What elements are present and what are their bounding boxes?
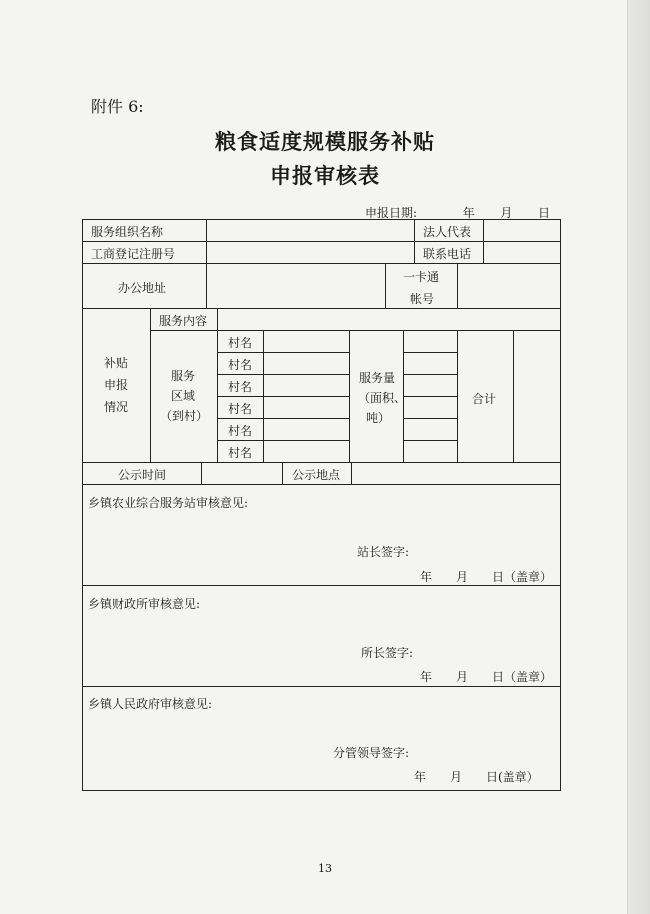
card-label-line1: 一卡通 [403, 270, 440, 284]
total-label: 合计 [472, 392, 497, 406]
publicity-place-label: 公示地点 [292, 468, 341, 482]
service-content-field[interactable] [219, 310, 559, 329]
service-content-label: 服务内容 [159, 314, 208, 328]
legal-rep-label: 法人代表 [423, 225, 472, 239]
publicity-time-field[interactable] [203, 464, 281, 483]
legal-rep-field[interactable] [485, 221, 559, 240]
subsidy-label-2: 申报 [104, 378, 129, 392]
village-label: 村名 [228, 358, 253, 372]
service-amount-label-2: （面积、 [358, 391, 407, 405]
title-line-2: 申报审核表 [270, 163, 380, 188]
report-date-day: 日 [538, 206, 551, 220]
service-amount-label-1: 服务量 [359, 371, 396, 385]
village-label: 村名 [228, 446, 253, 460]
card-label-line2: 帐号 [410, 292, 435, 306]
government-date-label: 年 月 日(盖章） [414, 770, 539, 784]
office-addr-field[interactable] [208, 265, 384, 307]
report-date-month: 月 [500, 206, 513, 220]
village-label: 村名 [228, 380, 253, 394]
service-org-label: 服务组织名称 [91, 225, 164, 239]
service-org-field[interactable] [208, 221, 413, 240]
business-reg-label: 工商登记注册号 [91, 247, 176, 261]
publicity-time-label: 公示时间 [118, 468, 167, 482]
service-area-label-3: （到村） [160, 409, 209, 423]
page-number: 13 [318, 862, 332, 875]
service-amount-label-3: 吨） [366, 411, 391, 425]
contact-phone-label: 联系电话 [423, 247, 472, 261]
station-signer-label: 站长签字: [357, 545, 410, 559]
publicity-place-field[interactable] [353, 464, 559, 483]
government-opinion-label: 乡镇人民政府审核意见: [88, 697, 213, 711]
attachment-label: 附件 6: [91, 97, 144, 116]
service-area-label-1: 服务 [171, 369, 196, 383]
village-label: 村名 [228, 424, 253, 438]
village-label: 村名 [228, 402, 253, 416]
report-date-year: 年 [462, 206, 475, 220]
station-opinion-label: 乡镇农业综合服务站审核意见: [88, 496, 249, 510]
village-label: 村名 [228, 336, 253, 350]
government-signer-label: 分管领导签字: [333, 746, 410, 760]
finance-opinion-label: 乡镇财政所审核意见: [88, 597, 201, 611]
business-reg-field[interactable] [208, 243, 413, 262]
station-date-label: 年 月 日（盖章） [420, 570, 553, 584]
title-line-1: 粮食适度规模服务补贴 [215, 129, 435, 154]
card-account-field[interactable] [459, 265, 559, 307]
total-field[interactable] [515, 332, 559, 461]
subsidy-label-1: 补贴 [104, 356, 129, 370]
contact-phone-field[interactable] [485, 243, 559, 262]
service-area-label-2: 区域 [171, 389, 196, 403]
office-addr-label: 办公地址 [118, 281, 167, 295]
finance-signer-label: 所长签字: [361, 646, 414, 660]
finance-date-label: 年 月 日（盖章） [420, 670, 553, 684]
subsidy-label-3: 情况 [104, 400, 129, 414]
report-date-label: 申报日期: [365, 206, 418, 220]
